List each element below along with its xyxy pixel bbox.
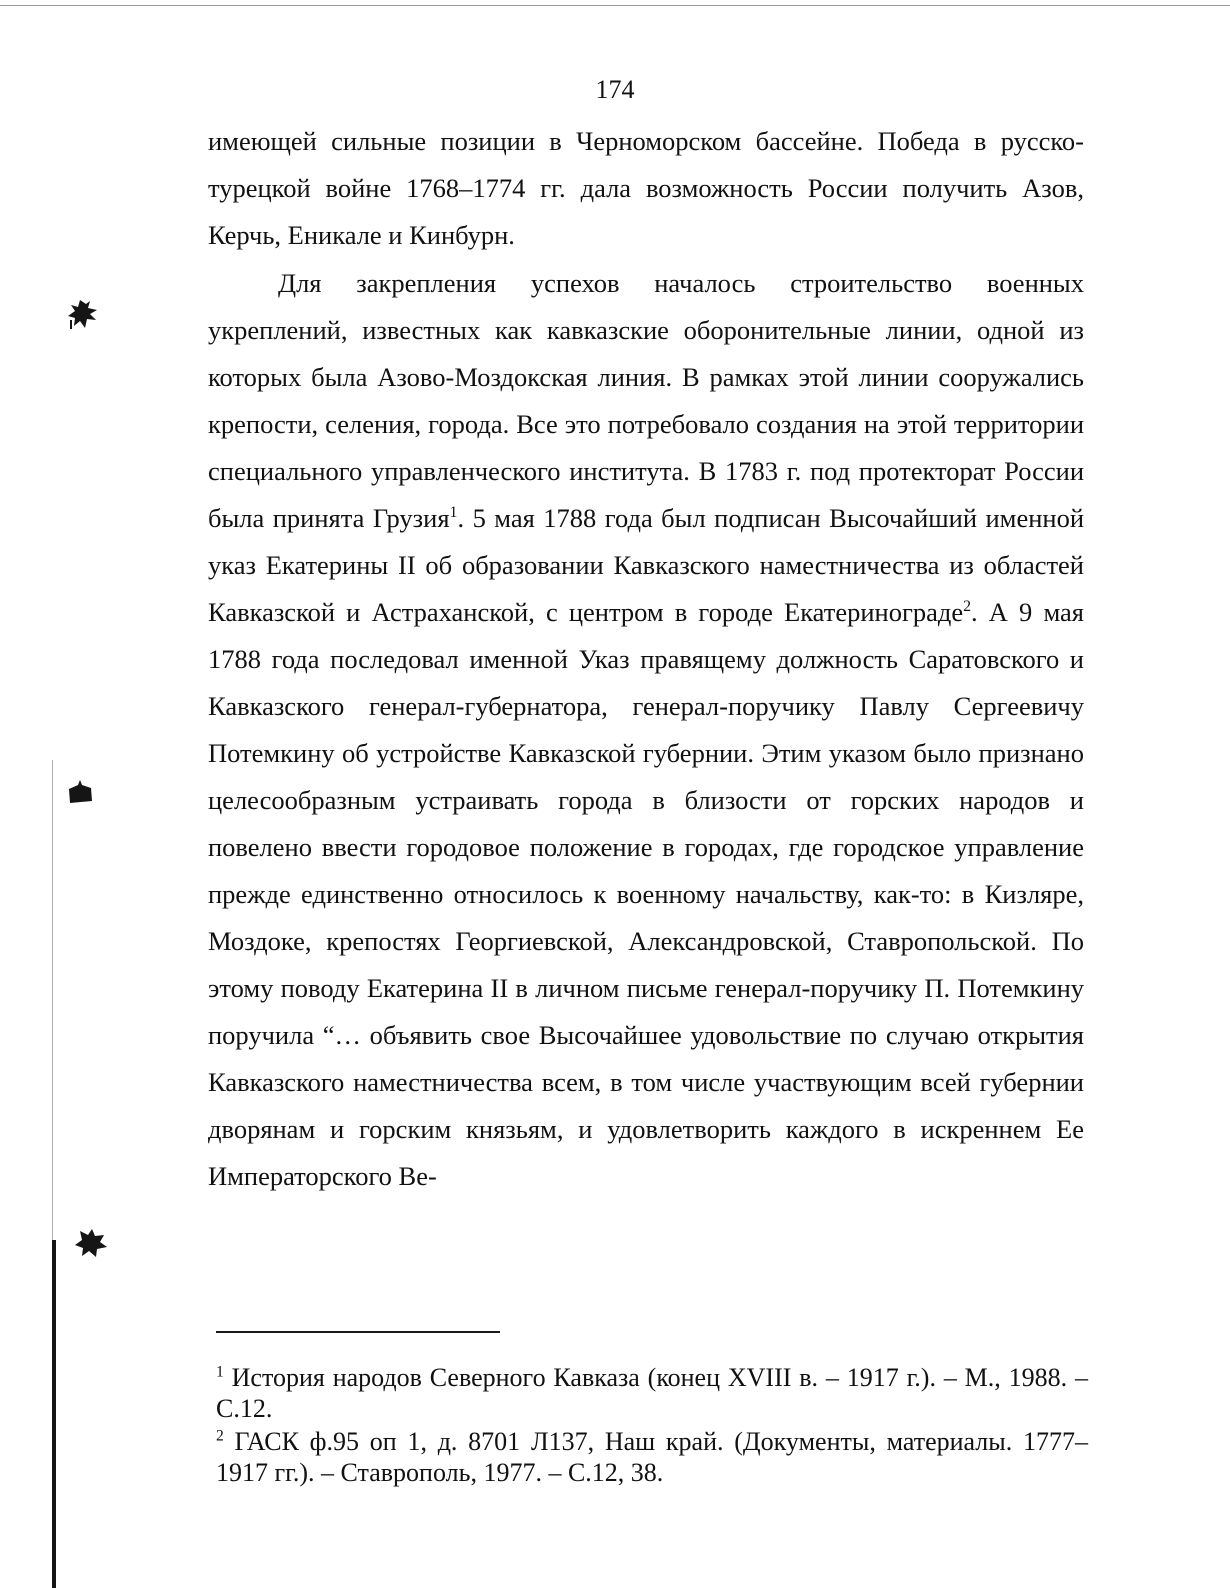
text-run: . 5 мая 1788 года был подписан Высочайший именной указ Екатерины II об образовании Кавказского наместничества из областей Кавказской и Астраханской, с центром в городе Екатеринограде <box>208 503 1084 627</box>
page-number: 174 <box>595 75 635 104</box>
ink-blot-mark <box>66 779 94 805</box>
text-run: Для закрепления успехов началось строительство военных укреплений, известных как кавказские оборонительные линии, одной из которых была Азово-Моздокская линия. В рамках этой линии сооружались крепости, селения, города. Все это потребовало создания на этой территории специального управленческого института. В 1783 г. под протекторат России была принята Грузия <box>208 268 1084 533</box>
paragraph <box>208 260 1084 1200</box>
footnote <box>216 1362 1088 1424</box>
footnote-reference: 1 <box>449 504 458 522</box>
ink-blot-mark <box>66 298 100 334</box>
footnote-mark: 1 <box>216 1363 224 1381</box>
footnote-text: История народов Северного Кавказа (конец XVIII в. – 1917 г.). – М., 1988. – С.12. <box>216 1363 1088 1423</box>
footnote-mark: 2 <box>216 1427 224 1445</box>
ink-blot-mark <box>74 1227 108 1259</box>
main-text <box>208 118 1084 1200</box>
footnotes <box>216 1362 1088 1490</box>
footnote-text: ГАСК ф.95 оп 1, д. 8701 Л137, Наш край. (Документы, материалы. 1777–1917 гг.). – Ставрополь, 1977. – С.12, 38. <box>216 1427 1088 1487</box>
footnote-reference: 2 <box>963 598 972 616</box>
text-run: . А 9 мая 1788 года последовал именной Указ правящему должность Саратовского и Кавказского генерал-губернатора, генерал-поручику Павлу Сергеевичу Потемкину об устройстве Кавказской губернии. Этим указом было признано целесообразным устраивать города в близости от горских народов и повелено ввести городовое положение в городах, где городское управление прежде единственно относилось к военному начальству, как-то: в Кизляре, Моздоке, крепостях Георгиевской, Александровской, Ставропольской. По этому поводу Екатерина II в личном письме генерал-поручику П. Потемкину поручила “… объявить свое Высочайшее удовольствие по случаю открытия Кавказского наместничества всем, в том числе участвующим всей губернии дворянам и горским князьям, и удовлетворить каждого в искреннем Ее Императорского Ве- <box>208 597 1084 1191</box>
scan-binding-edge <box>52 1240 56 1588</box>
paragraph: имеющей сильные позиции в Черноморском бассейне. Победа в русско-турецкой войне 1768–1774 гг. дала возможность России получить Азов, Керчь, Еникале и Кинбурн. <box>208 126 1084 250</box>
scan-binding-shadow <box>52 760 53 1240</box>
footnote-separator <box>216 1331 500 1333</box>
scan-top-edge-line <box>0 5 1230 6</box>
footnote <box>216 1426 1088 1488</box>
